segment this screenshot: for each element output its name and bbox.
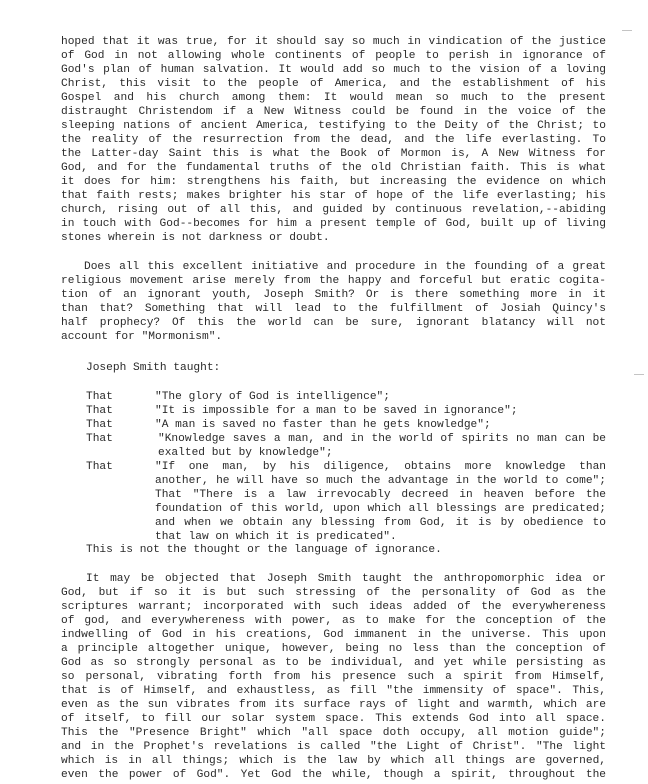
- teaching-label: That: [86, 433, 113, 445]
- text-line: than that? Something that will lead to the fulfillment of Josiah Quincy's: [61, 303, 606, 315]
- text-line: half prophecy? Of this the world can be sure, ignorant blatancy will not: [61, 317, 606, 329]
- text-line: indwelling of God in his creations, God immanent in the universe. This upon: [61, 629, 606, 641]
- teaching-label: That: [86, 391, 113, 403]
- teaching-text: "It is impossible for a man to be saved in ignorance";: [155, 405, 518, 417]
- text-line: account for "Mormonism".: [61, 331, 223, 343]
- text-line: God's plan of human salvation. It would add so much to the vision of a loving: [61, 64, 606, 76]
- text-line: Gospel and his church among them: It would mean so much to the present: [61, 92, 606, 104]
- text-line: which is in all things; which is the law by which all things are governed,: [61, 755, 606, 767]
- text-line: of itself, to fill our solar system space. This extends God into all space.: [61, 713, 606, 725]
- teaching-label: That: [86, 419, 113, 431]
- text-line: God, but if so it is but such stressing of the personality of God as the: [61, 587, 606, 599]
- text-line: hoped that it was true, for it should say so much in vindication of the justice: [61, 36, 606, 48]
- text-line: so personal, vibrating forth from his presence such a spirit from Himself,: [61, 671, 606, 683]
- text-line: church, rising out of all this, and guided by continuous revelation,--abiding: [61, 204, 606, 216]
- teaching-text: "A man is saved no faster than he gets knowledge";: [155, 419, 491, 431]
- text-line: God as so strongly personal as to be individual, and yet while persisting as: [61, 657, 606, 669]
- margin-mark: [634, 374, 644, 375]
- text-line: that faith rests; makes brighter his star of hope of the life everlasting; his: [61, 190, 606, 202]
- teaching-text: another, he will have so much the advantage in the world to come";: [155, 475, 606, 487]
- teaching-text: that law on which it is predicated".: [155, 531, 397, 543]
- text-line: the Latter-day Saint this is what the Book of Mormon is, A New Witness for: [61, 148, 606, 160]
- text-line: scriptures warrant; incorporated with such ideas added of the everywhereness: [61, 601, 606, 613]
- text-line: tion of an ignorant youth, Joseph Smith? Or is there something more in it: [61, 289, 606, 301]
- teaching-text: exalted but by knowledge";: [158, 447, 333, 459]
- teaching-text: "If one man, by his diligence, obtains more knowledge than: [155, 461, 606, 473]
- teaching-text: "The glory of God is intelligence";: [155, 391, 390, 403]
- text-line: distraught Christendom if a New Witness could be found in the voice of the: [61, 106, 606, 118]
- text-line: it does for him: strengthens his faith, but increasing the evidence on which: [61, 176, 606, 188]
- teaching-text: That "There is a law irrevocably decreed in heaven before the: [155, 489, 606, 501]
- text-line: of god, and everywhereness with power, as to make for the conception of the: [61, 615, 606, 627]
- text-line: in touch with God--becomes for him a present temple of God, built up of living: [61, 218, 606, 230]
- conclusion-sentence: This is not the thought or the language of ignorance.: [86, 544, 442, 556]
- text-line: Christ, this visit to the people of America, and the establishment of his: [61, 78, 606, 90]
- margin-mark: [622, 30, 632, 31]
- text-line: even the power of God". Yet God the while, though a spirit, throughout the: [61, 769, 606, 781]
- text-line: and in the Prophet's revelations is called "the Light of Christ". "The light: [61, 741, 606, 753]
- text-line: of God in not allowing whole continents of people to perish in ignorance of: [61, 50, 606, 62]
- text-line: a principle altogether unique, however, being no less than the conception of: [61, 643, 606, 655]
- text-line: It may be objected that Joseph Smith taught the anthropomorphic idea or: [86, 573, 606, 585]
- text-line: stones wherein is not darkness or doubt.: [61, 232, 330, 244]
- text-line: sleeping nations of ancient America, testifying to the Deity of the Christ; to: [61, 120, 606, 132]
- teaching-label: That: [86, 461, 113, 473]
- text-line: even as the sun vibrates from its surface rays of light and warmth, which are: [61, 699, 606, 711]
- teaching-text: "Knowledge saves a man, and in the world of spirits no man can be: [158, 433, 606, 445]
- text-line: the reality of the resurrection from the dead, and the life everlasting. To: [61, 134, 606, 146]
- text-line: religious movement arise merely from the happy and forceful but eratic cogita-: [61, 275, 606, 287]
- taught-heading: Joseph Smith taught:: [86, 362, 221, 374]
- text-line: God, and for the fundamental truths of the old Christian faith. This is what: [61, 162, 606, 174]
- teaching-label: That: [86, 405, 113, 417]
- text-line: Does all this excellent initiative and procedure in the founding of a great: [84, 261, 606, 273]
- teaching-text: and when we obtain any blessing from God, it is by obedience to: [155, 517, 606, 529]
- text-line: that is of Himself, and exhaustless, as fill "the immensity of space". This,: [61, 685, 606, 697]
- teaching-text: foundation of this world, upon which all blessings are predicated;: [155, 503, 606, 515]
- text-line: This the "Presence Bright" which "all space doth occupy, all motion guide";: [61, 727, 606, 739]
